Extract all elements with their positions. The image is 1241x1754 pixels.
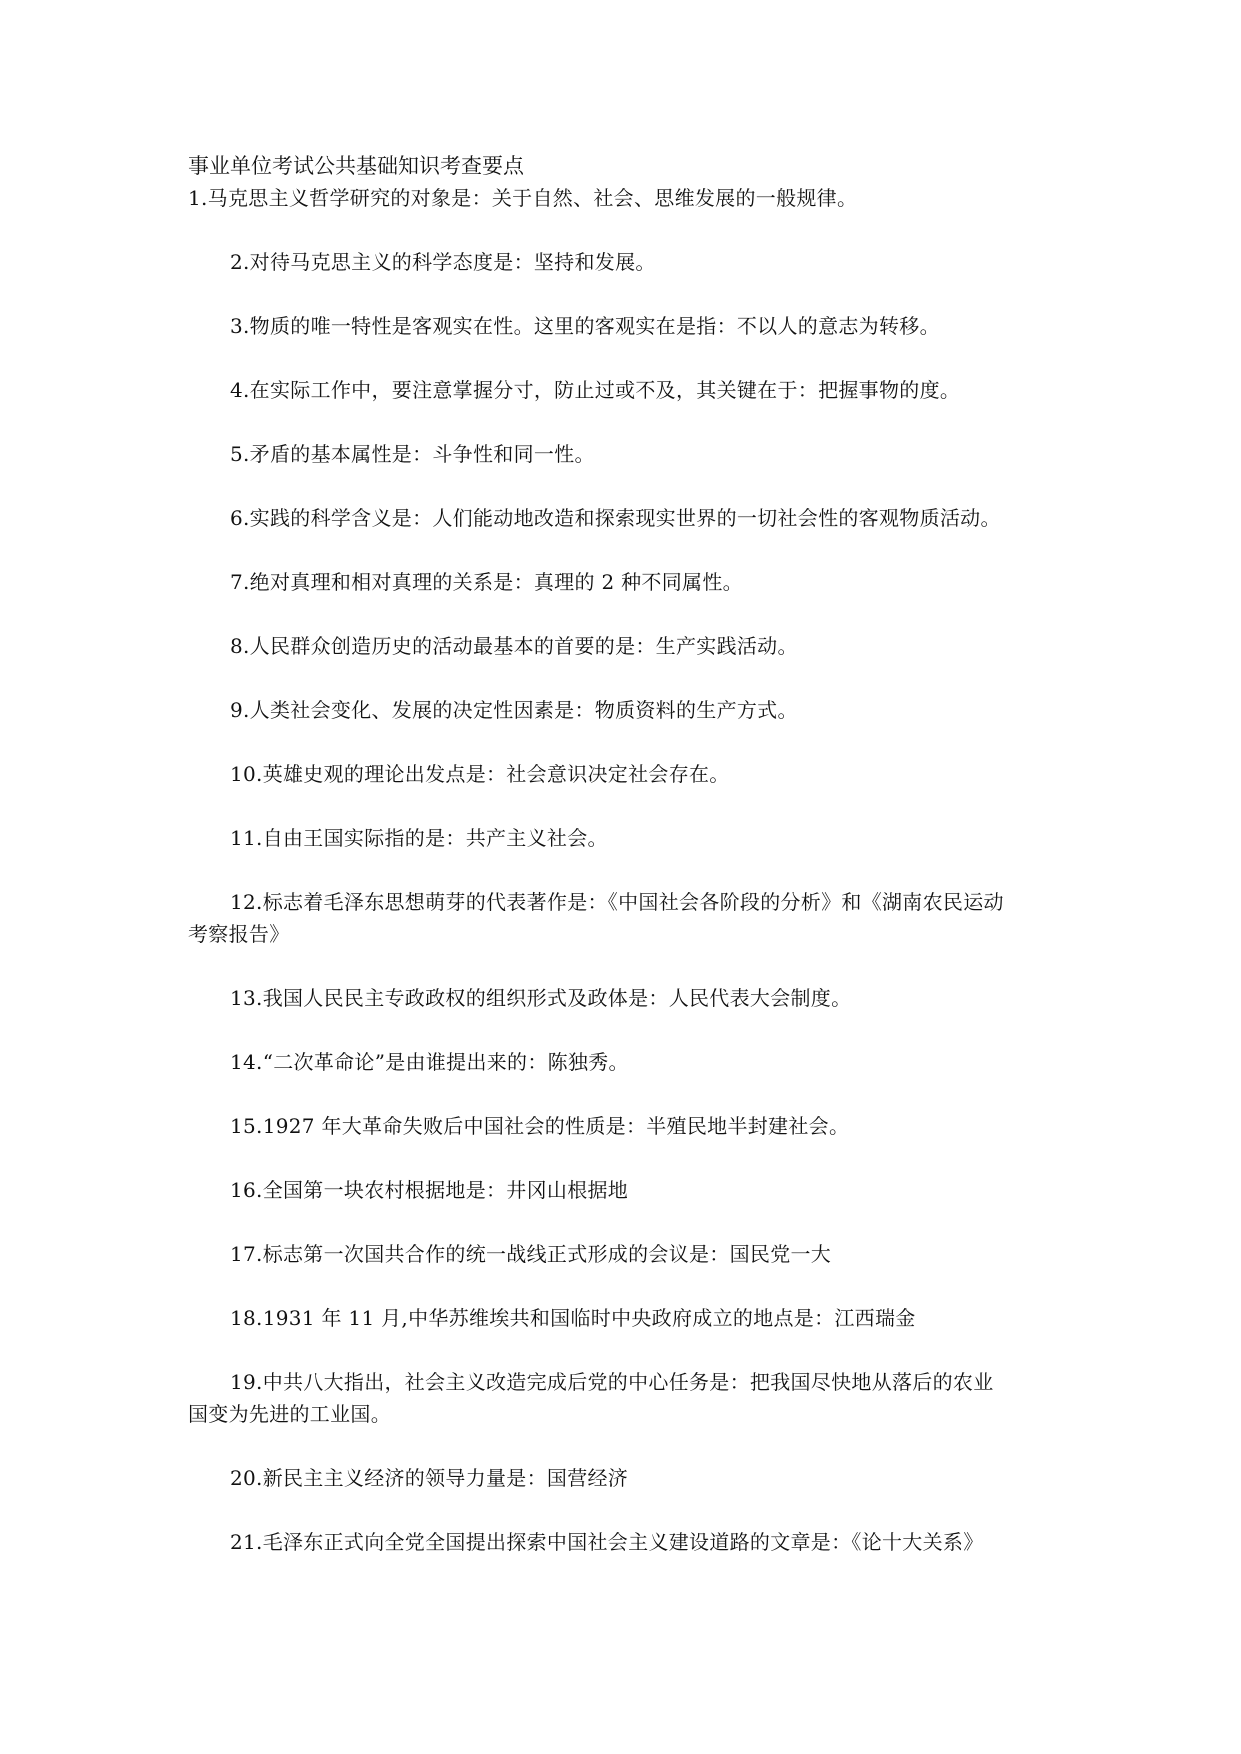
list-item-text: 1.马克思主义哲学研究的对象是：关于自然、社会、思维发展的一般规律。 <box>188 186 858 210</box>
list-item <box>188 182 857 214</box>
list-item <box>188 1366 994 1430</box>
list-item <box>230 438 595 470</box>
document-title: 事业单位考试公共基础知识考查要点 <box>188 154 524 178</box>
list-item-continuation: 考察报告》 <box>188 922 290 946</box>
list-item-text: 6.实践的科学含义是：人们能动地改造和探索现实世界的一切社会性的客观物质活动。 <box>230 506 1001 530</box>
list-item-text: 13.我国人民民主专政政权的组织形式及政体是：人民代表大会制度。 <box>230 986 852 1010</box>
list-item <box>230 246 656 278</box>
list-item-text: 21.毛泽东正式向全党全国提出探索中国社会主义建设道路的文章是：《论十大关系》 <box>230 1530 984 1554</box>
list-item <box>230 1526 984 1558</box>
list-item <box>230 630 798 662</box>
list-item <box>230 982 851 1014</box>
list-item-text: 10.英雄史观的理论出发点是：社会意识决定社会存在。 <box>230 762 730 786</box>
list-item-text: 11.自由王国实际指的是：共产主义社会。 <box>230 826 608 850</box>
list-item <box>188 886 1004 950</box>
list-item-text: 7.绝对真理和相对真理的关系是：真理的 2 种不同属性。 <box>230 570 743 594</box>
list-item <box>230 1302 916 1334</box>
list-item-text: 20.新民主主义经济的领导力量是：国营经济 <box>230 1466 629 1490</box>
list-item <box>230 566 743 598</box>
list-item <box>230 1110 849 1142</box>
list-item <box>230 1046 629 1078</box>
list-item-text: 3.物质的唯一特性是客观实在性。这里的客观实在是指：不以人的意志为转移。 <box>230 314 940 338</box>
list-item-text: 9.人类社会变化、发展的决定性因素是：物质资料的生产方式。 <box>230 698 798 722</box>
list-item <box>230 758 730 790</box>
list-item <box>230 1238 831 1270</box>
list-item <box>230 1174 628 1206</box>
list-item <box>230 1462 628 1494</box>
list-item-text: 8.人民群众创造历史的活动最基本的首要的是：生产实践活动。 <box>230 634 798 658</box>
list-item-text: 18.1931 年 11 月,中华苏维埃共和国临时中央政府成立的地点是：江西瑞金 <box>230 1306 916 1330</box>
list-item-continuation: 国变为先进的工业国。 <box>188 1402 391 1426</box>
list-item-text: 15.1927 年大革命失败后中国社会的性质是：半殖民地半封建社会。 <box>230 1114 850 1138</box>
list-item <box>230 374 960 406</box>
list-item-text: 12.标志着毛泽东思想萌芽的代表著作是：《中国社会各阶段的分析》和《湖南农民运动 <box>230 890 1004 914</box>
list-item-text: 19.中共八大指出，社会主义改造完成后党的中心任务是：把我国尽快地从落后的农业 <box>230 1370 994 1394</box>
list-item <box>230 694 798 726</box>
list-item <box>230 822 608 854</box>
list-item <box>230 502 1001 534</box>
list-item-text: 14.“二次革命论”是由谁提出来的：陈独秀。 <box>230 1050 629 1074</box>
list-item <box>230 310 940 342</box>
list-item-text: 4.在实际工作中，要注意掌握分寸，防止过或不及，其关键在于：把握事物的度。 <box>230 378 961 402</box>
list-item-text: 17.标志第一次国共合作的统一战线正式形成的会议是：国民党一大 <box>230 1242 832 1266</box>
list-item-text: 2.对待马克思主义的科学态度是：坚持和发展。 <box>230 250 656 274</box>
list-item-text: 16.全国第一块农村根据地是：井冈山根据地 <box>230 1178 629 1202</box>
list-item-text: 5.矛盾的基本属性是：斗争性和同一性。 <box>230 442 595 466</box>
